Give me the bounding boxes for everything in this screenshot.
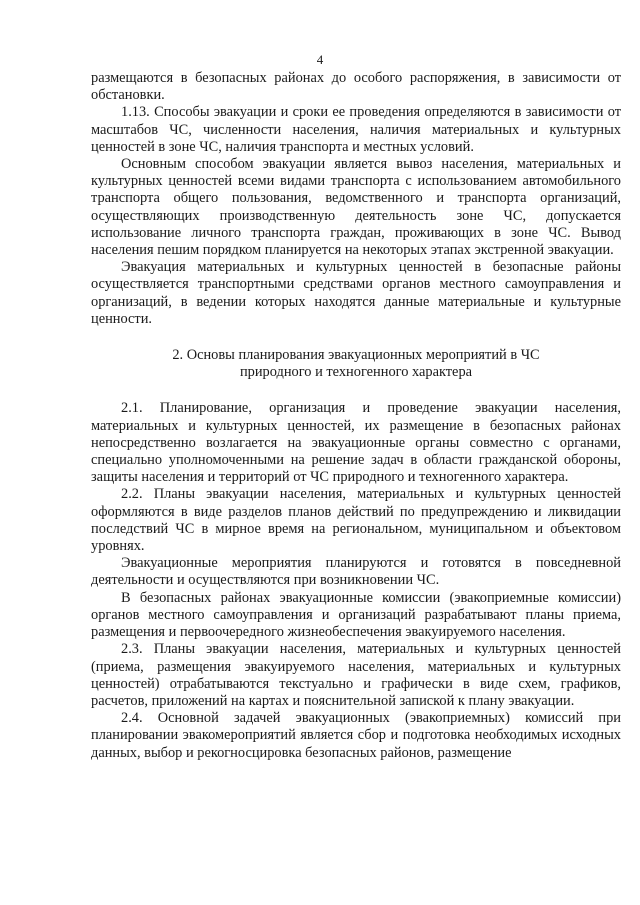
- paragraph-2-3: 2.3. Планы эвакуации населения, материальных и культурных ценностей (приема, размещения эвакуируемого населения, материальных и культурных ценностей) отрабатываются текстуально и графически в виде схем, графиков, расчетов, приложений на картах и пояснительной запиской к плану эвакуации.: [91, 641, 621, 709]
- document-body: [91, 70, 621, 762]
- paragraph-continuation: размещаются в безопасных районах до особого распоряжения, в зависимости от обстановки.: [91, 70, 621, 104]
- paragraph-valuables-evacuation: Эвакуация материальных и культурных ценностей в безопасные районы осуществляется транспортными средствами органов местного самоуправления и организаций, в ведении которых находятся данные материальные и культурные ценности.: [91, 259, 621, 327]
- paragraph-evacuation-method: Основным способом эвакуации является вывоз населения, материальных и культурных ценностей всеми видами транспорта с использованием автомобильного транспорта общего пользования, ведомственного и транспорта организаций, осуществляющих производственную деятельность зоне ЧС, допускается использование личного транспорта граждан, проживающих в зоне ЧС. Вывод населения пешим порядком планируется на некоторых этапах экстренной эвакуации.: [91, 156, 621, 259]
- page-number: 4: [316, 52, 324, 67]
- paragraph-2-1: 2.1. Планирование, организация и проведение эвакуации населения, материальных и культурных ценностей, их размещение в безопасных районах непосредственно возлагается на эвакуационные органы совместно с органами, специально уполномоченными на решение задач в области гражданской обороны, защиты населения и территорий от ЧС природного и техногенного характера.: [91, 400, 621, 486]
- paragraph-2-4: 2.4. Основной задачей эвакуационных (эвакоприемных) комиссий при планировании эвакомероприятий является сбор и подготовка необходимых исходных данных, выбор и рекогносцировка безопасных районов, размещение: [91, 710, 621, 761]
- paragraph-1-13: 1.13. Способы эвакуации и сроки ее проведения определяются в зависимости от масштабов ЧС, численности населения, наличия материальных и культурных ценностей в зоне ЧС, наличия транспорта и местных условий.: [91, 104, 621, 155]
- section-heading-line-2: природного и техногенного характера: [239, 364, 473, 381]
- paragraph-evac-measures: Эвакуационные мероприятия планируются и готовятся в повседневной деятельности и осуществляются при возникновении ЧС.: [91, 555, 621, 589]
- section-heading-line-1: 2. Основы планирования эвакуационных мероприятий в ЧС: [172, 347, 540, 364]
- paragraph-2-2: 2.2. Планы эвакуации населения, материальных и культурных ценностей оформляются в виде разделов планов действий по предупреждению и ликвидации последствий ЧС в мирное время на региональном, муниципальном и объектовом уровнях.: [91, 486, 621, 555]
- paragraph-safe-areas: В безопасных районах эвакуационные комиссии (эвакоприемные комиссии) органов местного самоуправления и организаций разрабатывают планы приема, размещения и первоочередного жизнеобеспечения эвакуируемого населения.: [91, 589, 621, 641]
